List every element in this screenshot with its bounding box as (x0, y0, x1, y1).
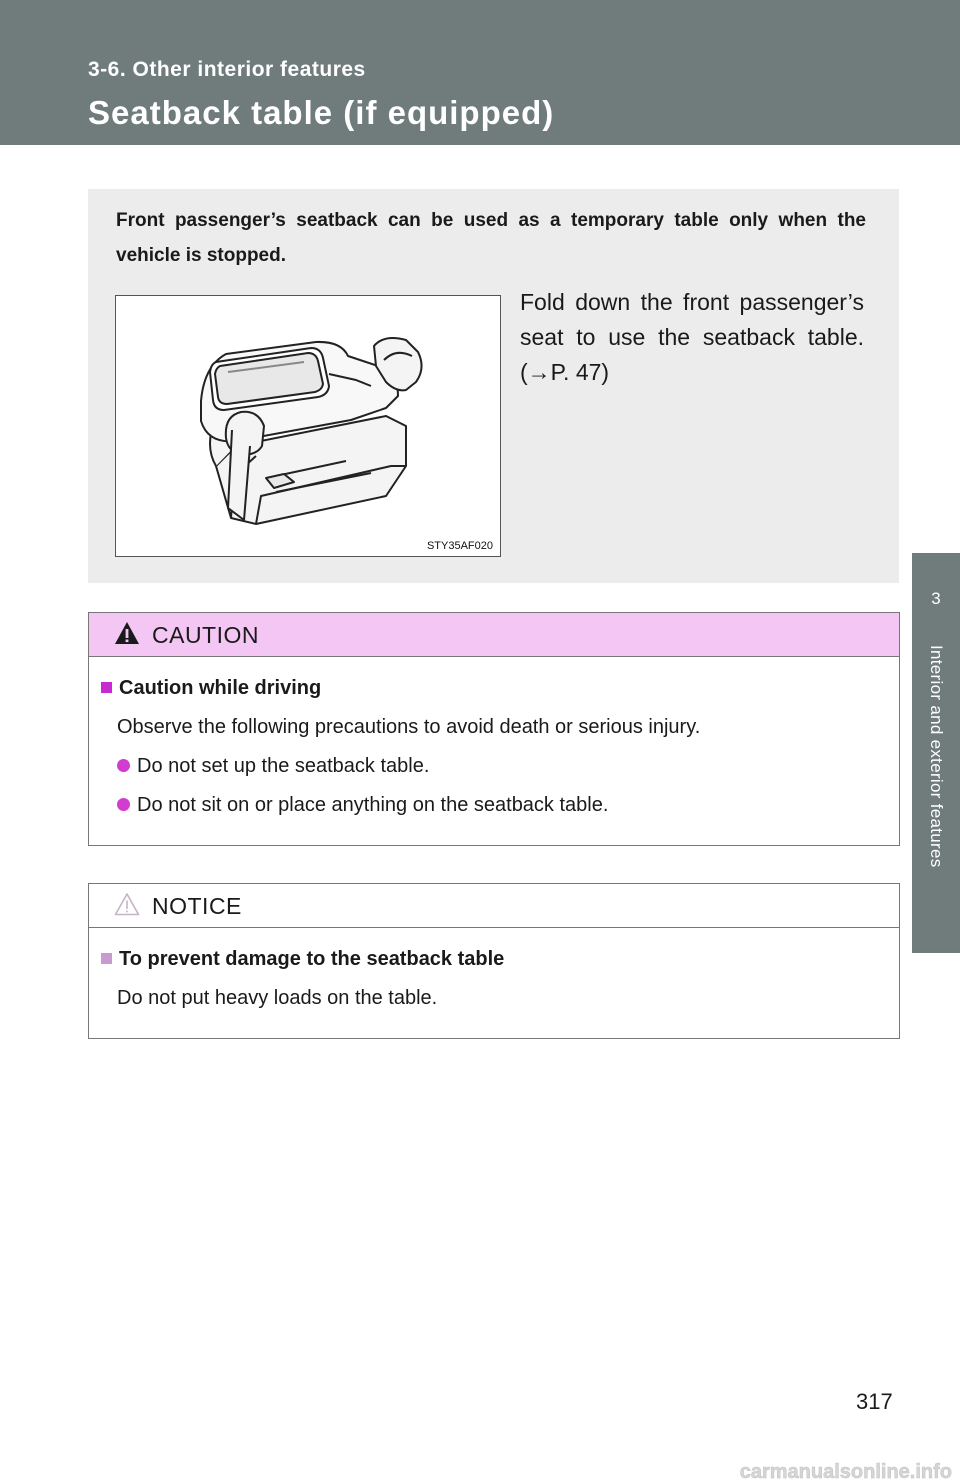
caution-heading: Caution while driving (101, 677, 321, 700)
caution-bullet: Do not set up the seatback table. (117, 755, 429, 778)
chapter-tab[interactable] (912, 553, 960, 953)
caution-box (88, 612, 900, 846)
intro-text: Front passenger’s seatback can be used as a temporary table only when the vehicle is stopped. (116, 210, 866, 266)
page-header (0, 0, 960, 145)
round-bullet-icon (117, 759, 130, 772)
seat-illustration-icon (116, 296, 500, 556)
svg-text:carmanualsonline.info: carmanualsonline.info (739, 1461, 952, 1483)
square-bullet-icon (101, 953, 112, 964)
notice-heading: To prevent damage to the seatback table (101, 948, 504, 971)
figure-code: STY35AF020 (426, 540, 493, 552)
caution-title: CAUTION (152, 622, 259, 648)
notice-body: Do not put heavy loads on the table. (117, 987, 438, 1009)
figure-description: Fold down the front passenger’s seat to use the seatback table. (→P. 47) (520, 289, 864, 385)
chapter-number: 3 (931, 589, 941, 608)
notice-header (89, 884, 899, 928)
caution-header (89, 613, 899, 657)
page-title: Seatback table (if equipped) (88, 94, 555, 131)
warning-triangle-icon (113, 619, 141, 647)
square-bullet-icon (101, 682, 112, 693)
seatback-table-illustration (115, 295, 501, 557)
round-bullet-icon (117, 798, 130, 811)
chapter-name: Interior and exterior features (927, 645, 946, 868)
notice-box (88, 883, 900, 1039)
watermark-logo (0, 1460, 960, 1484)
intro-box (88, 189, 899, 583)
page-number: 317 (856, 1389, 893, 1414)
section-label: 3-6. Other interior features (88, 58, 366, 81)
caution-body: Observe the following precautions to avoid death or serious injury. (117, 716, 701, 738)
notice-title: NOTICE (152, 893, 242, 919)
caution-bullet: Do not sit on or place anything on the seatback table. (117, 794, 608, 817)
warning-outline-icon (113, 890, 141, 918)
